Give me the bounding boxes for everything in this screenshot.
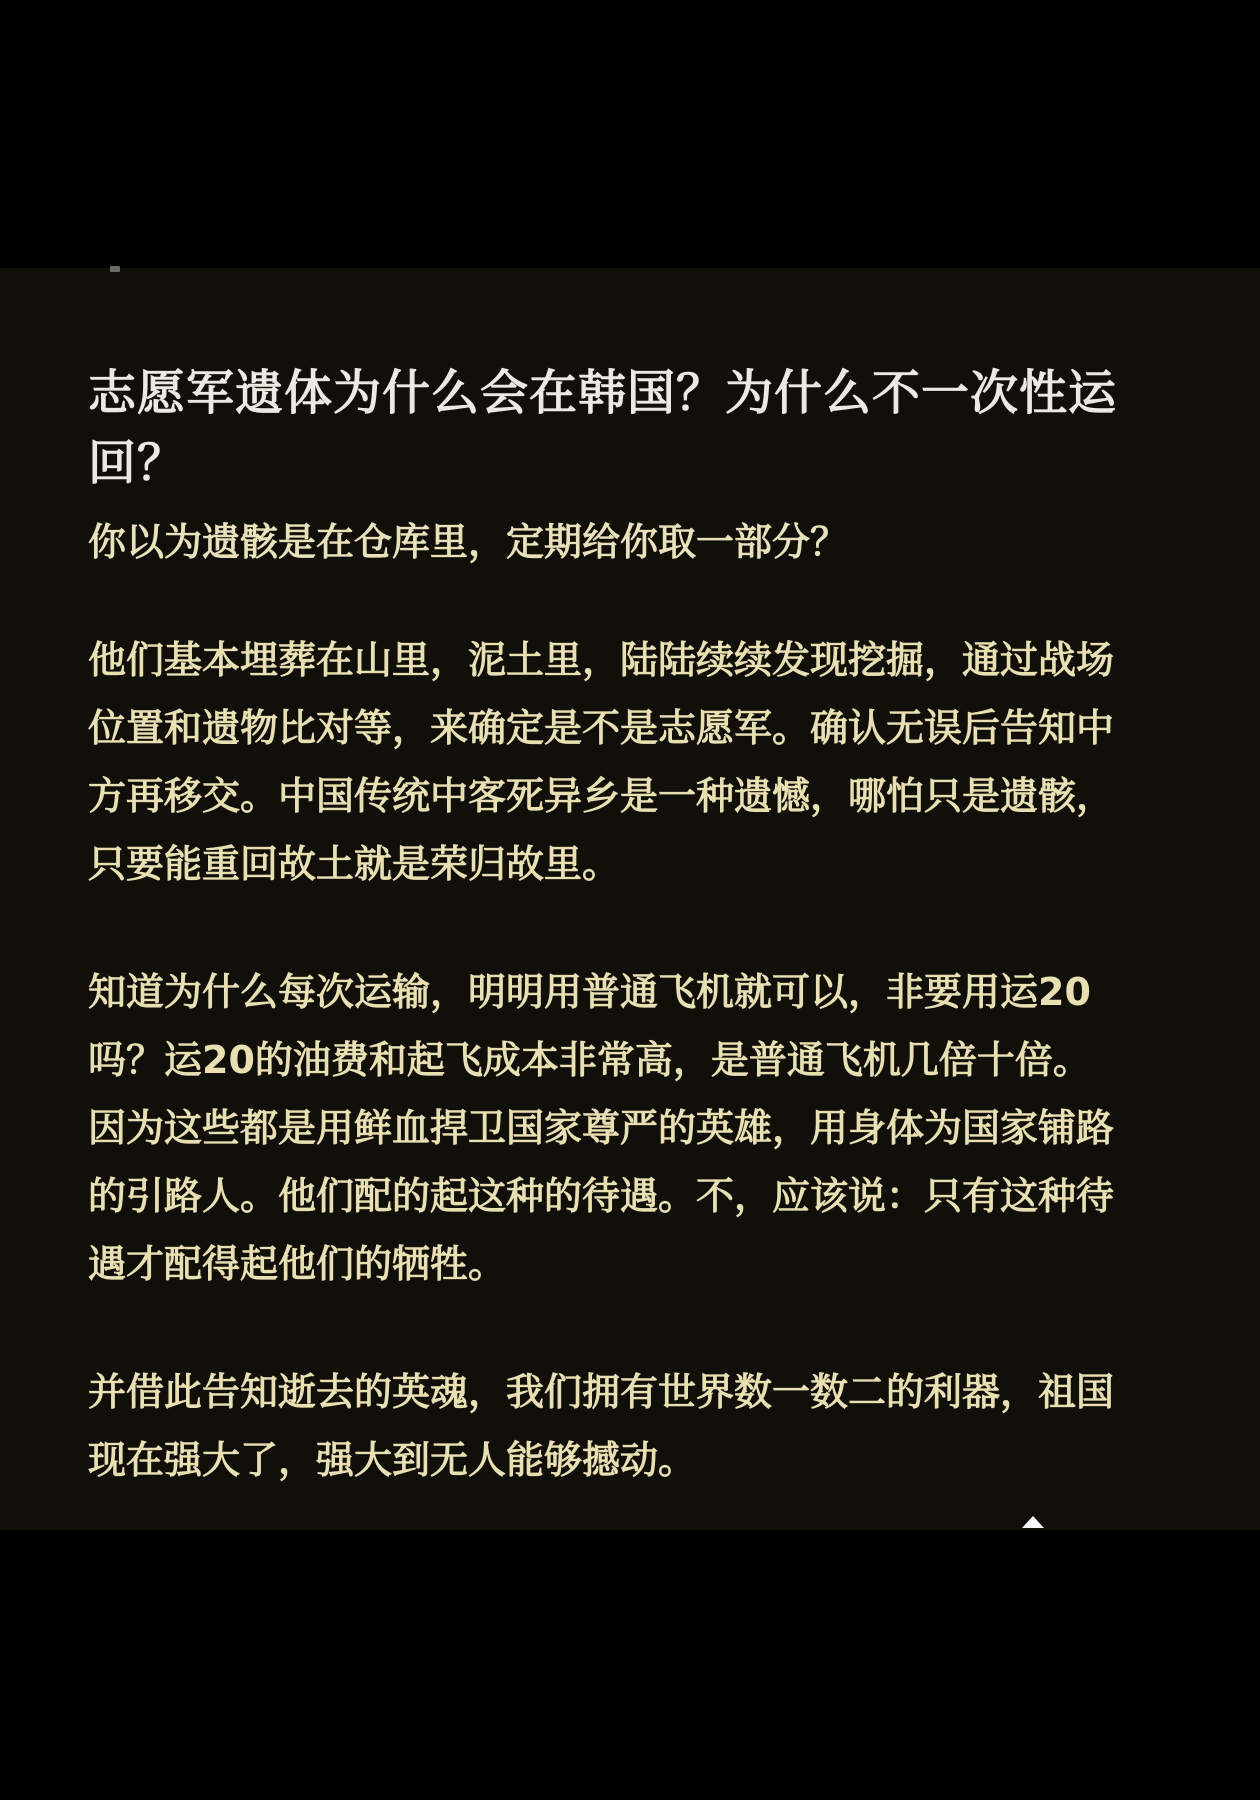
post-content xyxy=(88,358,1128,1494)
corner-marker-icon xyxy=(110,266,120,272)
post-title: 志愿军遗体为什么会在韩国？为什么不一次性运回？ xyxy=(88,365,1118,491)
bottom-black-band xyxy=(0,1530,1260,1800)
post-paragraph-3: 知道为什么每次运输，明明用普通飞机就可以，非要用运20吗？运20的油费和起飞成本非常高，是普通飞机几倍十倍。因为这些都是用鲜血捍卫国家尊严的英雄，用身体为国家铺路的引路人。他们配的起这种的待遇。不，应该说：只有这种待遇才配得起他们的牺牲。 xyxy=(88,970,1115,1286)
post-paragraph-2: 他们基本埋葬在山里，泥土里，陆陆续续发现挖掘，通过战场位置和遗物比对等，来确定是不是志愿军。确认无误后告知中方再移交。中国传统中客死异乡是一种遗憾，哪怕只是遗骸，只要能重回故土就是荣归故里。 xyxy=(88,638,1115,886)
post-paragraph-4: 并借此告知逝去的英魂，我们拥有世界数一数二的利器，祖国现在强大了，强大到无人能够撼动。 xyxy=(88,1370,1115,1482)
top-black-band xyxy=(0,0,1260,268)
post-paragraph-1: 你以为遗骸是在仓库里，定期给你取一部分？ xyxy=(88,520,849,564)
scroll-to-top-icon[interactable] xyxy=(1022,1516,1044,1528)
